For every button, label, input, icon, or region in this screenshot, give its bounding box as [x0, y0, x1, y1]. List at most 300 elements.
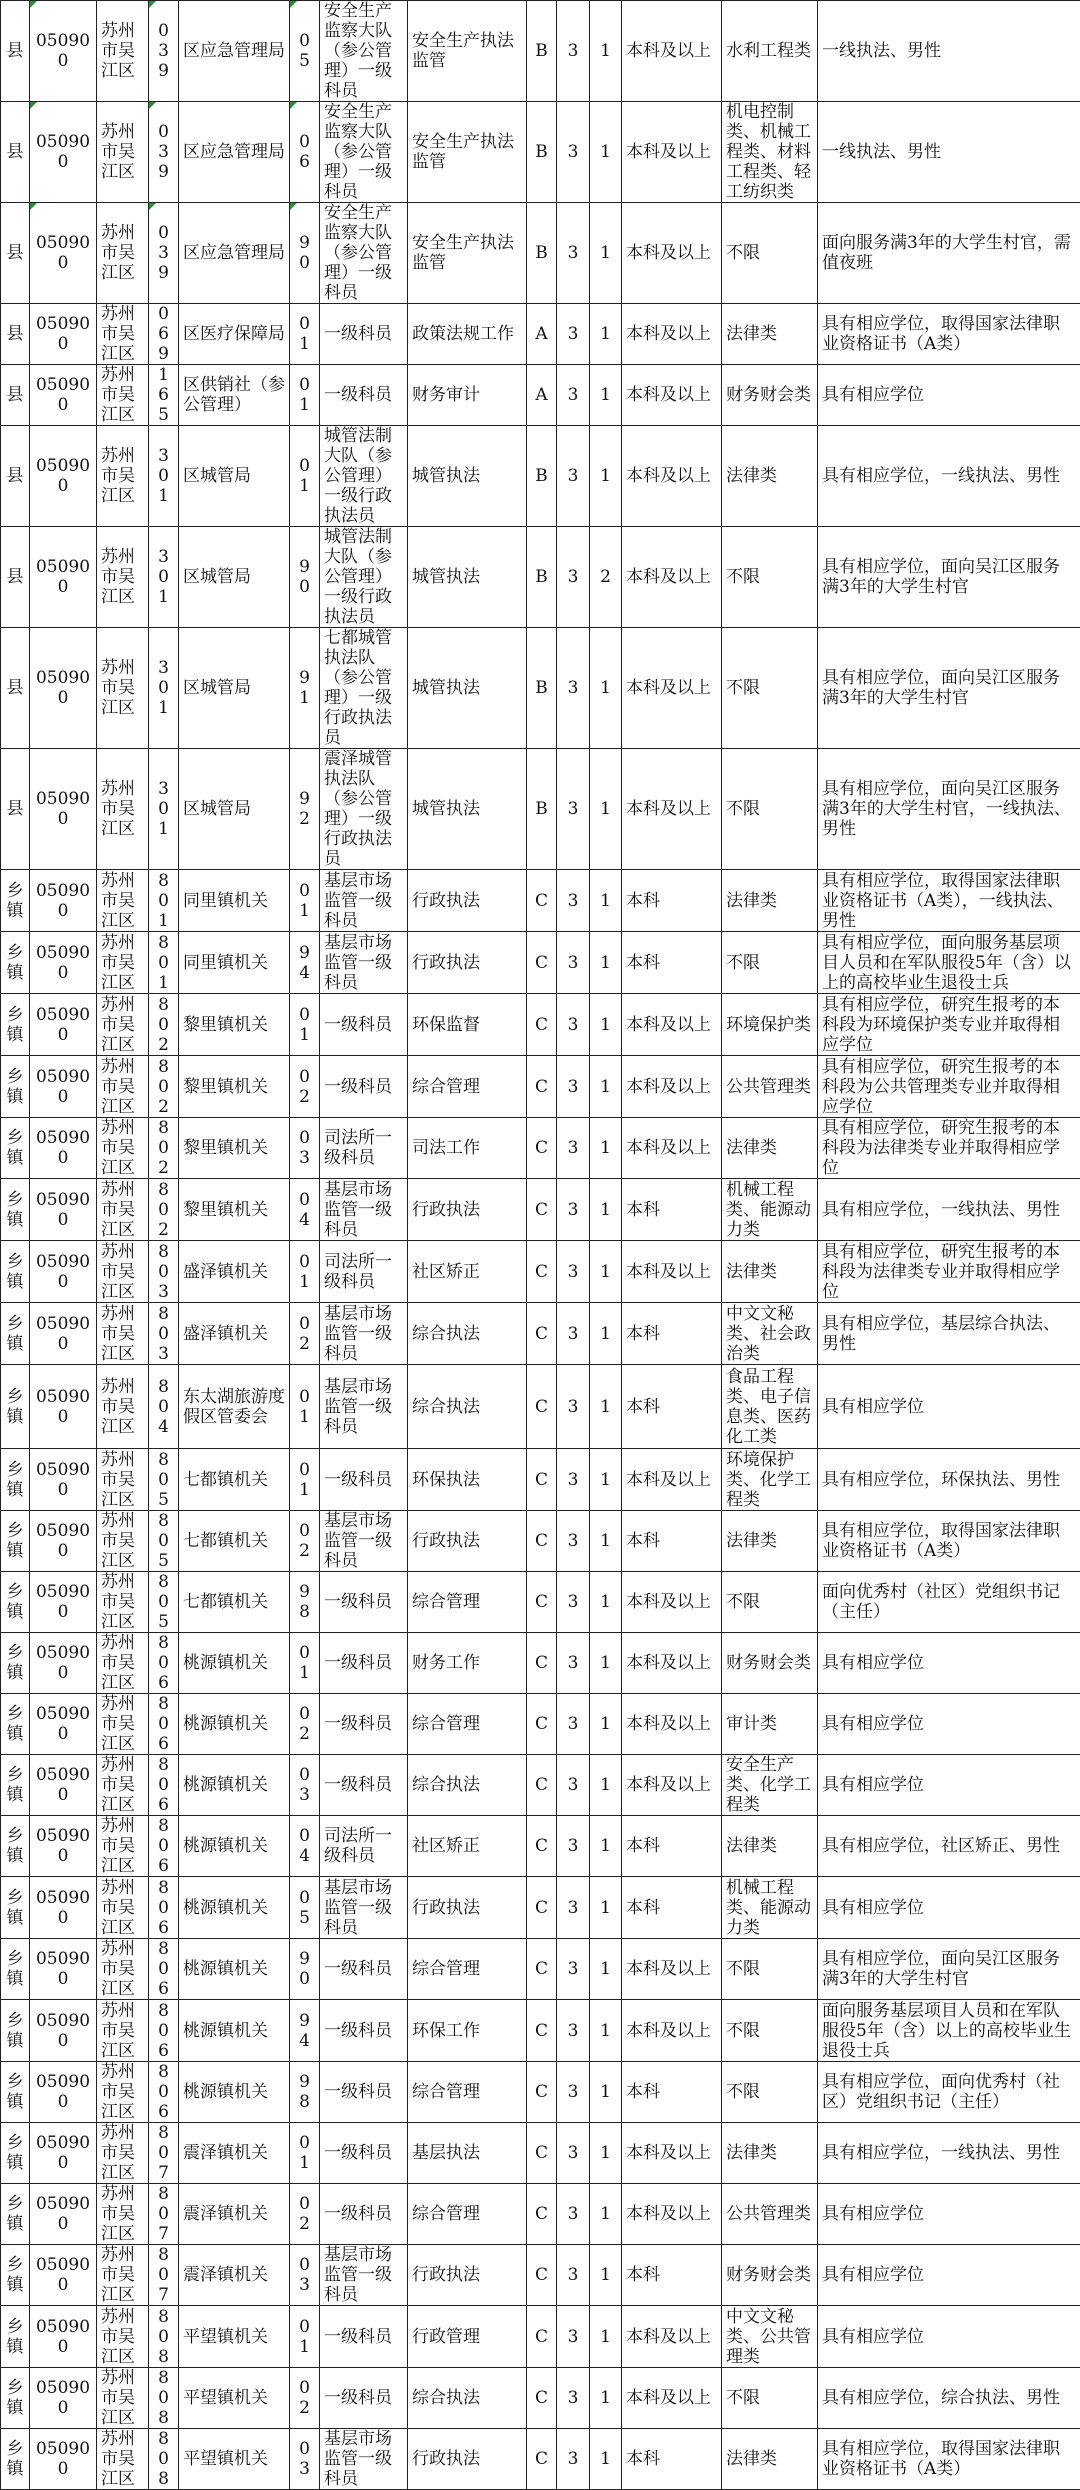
cell-text: 法律类 — [726, 891, 777, 911]
cell-post-duty — [408, 2000, 527, 2062]
cell-code — [30, 2368, 97, 2429]
cell-code — [30, 1056, 97, 1118]
cell-text: B — [535, 466, 548, 486]
cell-count — [590, 2306, 622, 2368]
cell-text: 乡镇 — [7, 943, 24, 983]
cell-text: 苏州市吴江区 — [101, 1377, 135, 1437]
cell-level — [1, 2062, 30, 2123]
cell-text: A — [535, 385, 547, 405]
cell-major — [722, 203, 818, 304]
cell-count — [590, 1939, 622, 2000]
cell-text: 综合管理 — [412, 1077, 480, 1097]
table-row — [1, 2062, 1080, 2123]
cell-department — [179, 2306, 290, 2368]
cell-text: 3 — [568, 41, 579, 61]
cell-text: 3 — [568, 1077, 579, 1097]
cell-count — [590, 1572, 622, 1633]
cell-text: 环境保护类、化学工程类 — [726, 1450, 811, 1510]
cell-post-name — [320, 2123, 408, 2184]
cell-major — [722, 2429, 818, 2490]
cell-text: 805 — [158, 1450, 169, 1510]
cell-code — [30, 365, 97, 426]
cell-major — [722, 1694, 818, 1755]
cell-text: 一级科员 — [324, 1714, 392, 1734]
table-row — [1, 1694, 1080, 1755]
cell-text: 本科及以上 — [626, 385, 711, 405]
cell-category — [527, 1118, 557, 1179]
cell-text: 本科 — [626, 2082, 660, 2102]
cell-text: 县 — [7, 385, 24, 405]
cell-post-code — [290, 1241, 320, 1303]
cell-dept-code — [149, 1511, 179, 1572]
cell-requirements — [818, 628, 1080, 749]
cell-post-name — [320, 2062, 408, 2123]
cell-text: C — [535, 1592, 548, 1612]
cell-text: 2 — [600, 567, 611, 587]
cell-requirements — [818, 1694, 1080, 1755]
cell-count — [590, 2062, 622, 2123]
cell-text: 不限 — [726, 799, 760, 819]
cell-text: 050900 — [36, 2133, 90, 2173]
cell-department — [179, 749, 290, 870]
cell-text: 本科及以上 — [626, 1959, 711, 1979]
cell-text: 城管执法 — [412, 466, 480, 486]
cell-department — [179, 870, 290, 932]
cell-text: 苏州市吴江区 — [101, 1816, 135, 1876]
cell-level — [1, 1939, 30, 2000]
cell-text: 司法工作 — [412, 1138, 480, 1158]
cell-text: 050900 — [36, 2439, 90, 2479]
cell-text: 050900 — [36, 1314, 90, 1354]
cell-major — [722, 1, 818, 102]
cell-text: 基层市场监管一级科员 — [324, 2245, 392, 2305]
cell-region — [97, 1816, 149, 1877]
cell-text: 一线执法、男性 — [822, 142, 941, 162]
cell-text: 行政执法 — [412, 1200, 480, 1220]
cell-post-code — [290, 1633, 320, 1694]
cell-code — [30, 1877, 97, 1939]
cell-text: 财务财会类 — [726, 385, 811, 405]
cell-region — [97, 102, 149, 203]
cell-marker-icon — [30, 203, 37, 210]
cell-requirements — [818, 1365, 1080, 1449]
cell-region — [97, 1303, 149, 1365]
cell-text: 301 — [158, 779, 169, 839]
cell-level — [1, 2429, 30, 2490]
table-row — [1, 749, 1080, 870]
cell-text: 94 — [299, 2011, 310, 2051]
cell-dept-code — [149, 203, 179, 304]
cell-text: 具有相应学位，一线执法、男性 — [822, 466, 1060, 486]
cell-education — [622, 749, 722, 870]
cell-text: 苏州市吴江区 — [101, 1118, 135, 1178]
cell-text: 050900 — [36, 1582, 90, 1622]
cell-post-duty — [408, 1449, 527, 1511]
cell-category — [527, 749, 557, 870]
cell-text: 039 — [158, 122, 169, 182]
cell-category — [527, 304, 557, 365]
cell-requirements — [818, 1449, 1080, 1511]
cell-text: 行政执法 — [412, 1531, 480, 1551]
cell-major — [722, 628, 818, 749]
table-row — [1, 2245, 1080, 2306]
cell-post-name — [320, 527, 408, 628]
cell-region — [97, 1877, 149, 1939]
cell-text: 法律类 — [726, 2449, 777, 2469]
cell-text: 01 — [299, 1643, 310, 1683]
cell-text: 050900 — [36, 1765, 90, 1805]
cell-text: 具有相应学位，取得国家法律职业资格证书（A类） — [822, 2439, 1060, 2479]
cell-education — [622, 2000, 722, 2062]
cell-category — [527, 2368, 557, 2429]
cell-requirements — [818, 994, 1080, 1056]
cell-text: 本科及以上 — [626, 2204, 711, 2224]
cell-education — [622, 994, 722, 1056]
cell-text: 301 — [158, 658, 169, 718]
cell-post-code — [290, 426, 320, 527]
cell-text: 城管执法 — [412, 567, 480, 587]
cell-category — [527, 932, 557, 994]
cell-text: 050900 — [36, 2194, 90, 2234]
cell-text: 801 — [158, 871, 169, 931]
cell-count — [590, 749, 622, 870]
cell-dept-code — [149, 1118, 179, 1179]
cell-text: 本科及以上 — [626, 1262, 711, 1282]
cell-text: 03 — [299, 2255, 310, 2295]
table-row — [1, 2000, 1080, 2062]
cell-text: B — [535, 678, 548, 698]
cell-text: 乡镇 — [7, 1314, 24, 1354]
cell-post-name — [320, 1056, 408, 1118]
cell-code — [30, 102, 97, 203]
cell-post-name — [320, 1118, 408, 1179]
cell-text: 3 — [568, 1531, 579, 1551]
cell-text: 本科及以上 — [626, 324, 711, 344]
cell-text: 04 — [299, 1826, 310, 1866]
cell-region — [97, 870, 149, 932]
cell-education — [622, 628, 722, 749]
cell-text: 3 — [568, 1015, 579, 1035]
cell-category — [527, 1449, 557, 1511]
cell-dept-code — [149, 1572, 179, 1633]
cell-text: 本科及以上 — [626, 1775, 711, 1795]
cell-post-duty — [408, 628, 527, 749]
cell-post-duty — [408, 1939, 527, 2000]
cell-text: 一级科员 — [324, 324, 392, 344]
cell-text: 050900 — [36, 2072, 90, 2112]
cell-text: 90 — [299, 233, 310, 273]
cell-text: 801 — [158, 933, 169, 993]
cell-text: 不限 — [726, 243, 760, 263]
cell-post-duty — [408, 1179, 527, 1241]
cell-major — [722, 2306, 818, 2368]
cell-dept-code — [149, 870, 179, 932]
cell-major — [722, 2123, 818, 2184]
cell-level — [1, 2306, 30, 2368]
cell-text: 3 — [568, 1262, 579, 1282]
cell-count — [590, 102, 622, 203]
cell-text: 苏州市吴江区 — [101, 2429, 135, 2489]
cell-text: C — [535, 1714, 548, 1734]
cell-text: 806 — [158, 1816, 169, 1876]
cell-region — [97, 1056, 149, 1118]
cell-text: 盛泽镇机关 — [183, 1262, 268, 1282]
cell-text: 069 — [158, 304, 169, 364]
cell-department — [179, 2368, 290, 2429]
cell-dept-code — [149, 527, 179, 628]
cell-category — [527, 2429, 557, 2490]
cell-post-duty — [408, 2306, 527, 2368]
cell-text: B — [535, 799, 548, 819]
cell-level — [1, 2245, 30, 2306]
cell-department — [179, 1056, 290, 1118]
cell-post-code — [290, 203, 320, 304]
cell-ratio — [557, 2368, 590, 2429]
cell-text: 乡镇 — [7, 1005, 24, 1045]
cell-text: 802 — [158, 1118, 169, 1178]
cell-text: 震泽城管执法队（参公管理）一级行政执法员 — [324, 749, 392, 869]
cell-dept-code — [149, 365, 179, 426]
cell-post-duty — [408, 1241, 527, 1303]
cell-post-code — [290, 870, 320, 932]
cell-post-name — [320, 1511, 408, 1572]
cell-education — [622, 203, 722, 304]
cell-text: 中文文秘类、公共管理类 — [726, 2307, 811, 2367]
cell-department — [179, 1303, 290, 1365]
cell-text: 七都城管执法队（参公管理）一级行政执法员 — [324, 628, 392, 748]
cell-text: 县 — [7, 41, 24, 61]
cell-education — [622, 1179, 722, 1241]
cell-text: 综合执法 — [412, 1324, 480, 1344]
cell-post-code — [290, 1303, 320, 1365]
cell-count — [590, 2123, 622, 2184]
cell-marker-icon — [30, 1, 37, 8]
cell-code — [30, 1118, 97, 1179]
cell-text: C — [535, 2082, 548, 2102]
cell-requirements — [818, 1877, 1080, 1939]
cell-text: B — [535, 142, 548, 162]
table-row — [1, 1939, 1080, 2000]
cell-text: 807 — [158, 2245, 169, 2305]
cell-text: 807 — [158, 2123, 169, 2183]
cell-level — [1, 1694, 30, 1755]
cell-code — [30, 1755, 97, 1816]
cell-text: 050900 — [36, 1521, 90, 1561]
table-row — [1, 1755, 1080, 1816]
cell-education — [622, 2245, 722, 2306]
cell-text: 1 — [600, 1015, 611, 1035]
cell-post-duty — [408, 1056, 527, 1118]
cell-text: C — [535, 2204, 548, 2224]
cell-level — [1, 1179, 30, 1241]
cell-text: 02 — [299, 2194, 310, 2234]
cell-text: 县 — [7, 142, 24, 162]
cell-dept-code — [149, 2062, 179, 2123]
cell-text: 区供销社（参公管理） — [183, 375, 285, 415]
cell-ratio — [557, 2245, 590, 2306]
cell-requirements — [818, 1179, 1080, 1241]
cell-dept-code — [149, 1877, 179, 1939]
cell-post-name — [320, 1449, 408, 1511]
cell-text: 3 — [568, 567, 579, 587]
cell-post-duty — [408, 1755, 527, 1816]
cell-text: 安全生产监察大队（参公管理）一级科员 — [324, 102, 392, 202]
cell-text: 不限 — [726, 567, 760, 587]
cell-code — [30, 932, 97, 994]
cell-requirements — [818, 1511, 1080, 1572]
cell-level — [1, 527, 30, 628]
cell-department — [179, 2245, 290, 2306]
cell-text: 1 — [600, 1714, 611, 1734]
cell-text: 1 — [600, 1592, 611, 1612]
cell-text: 审计类 — [726, 1714, 777, 1734]
cell-ratio — [557, 628, 590, 749]
cell-ratio — [557, 1241, 590, 1303]
cell-post-name — [320, 102, 408, 203]
cell-education — [622, 2429, 722, 2490]
cell-text: 具有相应学位，综合执法、男性 — [822, 2388, 1060, 2408]
cell-department — [179, 1939, 290, 2000]
cell-post-name — [320, 628, 408, 749]
cell-text: 苏州市吴江区 — [101, 223, 135, 283]
cell-text: 01 — [299, 1252, 310, 1292]
cell-text: 桃源镇机关 — [183, 1775, 268, 1795]
cell-text: 802 — [158, 1180, 169, 1240]
cell-text: 司法所一级科员 — [324, 1128, 392, 1168]
cell-category — [527, 102, 557, 203]
cell-text: C — [535, 1015, 548, 1035]
cell-text: 苏州市吴江区 — [101, 2245, 135, 2305]
cell-region — [97, 1179, 149, 1241]
cell-text: 一级科员 — [324, 2204, 392, 2224]
cell-text: C — [535, 2449, 548, 2469]
cell-text: 本科及以上 — [626, 1470, 711, 1490]
cell-ratio — [557, 1118, 590, 1179]
cell-post-code — [290, 932, 320, 994]
cell-text: 1 — [600, 2021, 611, 2041]
cell-text: 不限 — [726, 953, 760, 973]
cell-text: 050900 — [36, 789, 90, 829]
cell-category — [527, 1511, 557, 1572]
cell-post-duty — [408, 2184, 527, 2245]
cell-text: 桃源镇机关 — [183, 1836, 268, 1856]
cell-text: 3 — [568, 1775, 579, 1795]
cell-major — [722, 994, 818, 1056]
cell-text: 平望镇机关 — [183, 2327, 268, 2347]
cell-level — [1, 2000, 30, 2062]
cell-department — [179, 203, 290, 304]
cell-text: 3 — [568, 678, 579, 698]
cell-text: C — [535, 891, 548, 911]
cell-region — [97, 1365, 149, 1449]
cell-department — [179, 304, 290, 365]
table-row — [1, 994, 1080, 1056]
cell-text: 98 — [299, 2072, 310, 2112]
cell-text: 3 — [568, 1138, 579, 1158]
cell-department — [179, 102, 290, 203]
cell-requirements — [818, 2245, 1080, 2306]
cell-count — [590, 2000, 622, 2062]
cell-level — [1, 203, 30, 304]
cell-text: 桃源镇机关 — [183, 1653, 268, 1673]
cell-text: 具有相应学位，一线执法、男性 — [822, 2143, 1060, 2163]
cell-major — [722, 1179, 818, 1241]
cell-text: 桃源镇机关 — [183, 1898, 268, 1918]
cell-text: 基层市场监管一级科员 — [324, 1878, 392, 1938]
cell-text: 中文文秘类、社会政治类 — [726, 1304, 811, 1364]
cell-post-name — [320, 2368, 408, 2429]
cell-text: 本科 — [626, 2265, 660, 2285]
cell-text: 乡镇 — [7, 1765, 24, 1805]
cell-dept-code — [149, 2000, 179, 2062]
cell-text: 03 — [299, 1128, 310, 1168]
cell-text: 050900 — [36, 1888, 90, 1928]
cell-count — [590, 1633, 622, 1694]
cell-text: 02 — [299, 2378, 310, 2418]
cell-education — [622, 365, 722, 426]
cell-post-duty — [408, 1303, 527, 1365]
cell-text: 具有相应学位 — [822, 2204, 924, 2224]
table-row — [1, 1241, 1080, 1303]
cell-text: 具有相应学位 — [822, 385, 924, 405]
cell-major — [722, 2184, 818, 2245]
cell-department — [179, 2062, 290, 2123]
cell-post-duty — [408, 870, 527, 932]
cell-text: C — [535, 1397, 548, 1417]
cell-requirements — [818, 749, 1080, 870]
cell-department — [179, 1179, 290, 1241]
cell-text: 050900 — [36, 375, 90, 415]
cell-text: 黎里镇机关 — [183, 1200, 268, 1220]
cell-post-code — [290, 1179, 320, 1241]
cell-text: 802 — [158, 1057, 169, 1117]
cell-text: 苏州市吴江区 — [101, 1057, 135, 1117]
cell-ratio — [557, 870, 590, 932]
cell-requirements — [818, 2000, 1080, 2062]
cell-education — [622, 2306, 722, 2368]
cell-text: 安全生产执法监管 — [412, 31, 514, 71]
cell-requirements — [818, 870, 1080, 932]
cell-category — [527, 994, 557, 1056]
cell-department — [179, 426, 290, 527]
cell-category — [527, 426, 557, 527]
cell-text: 050900 — [36, 132, 90, 172]
cell-department — [179, 628, 290, 749]
cell-count — [590, 870, 622, 932]
cell-text: 本科及以上 — [626, 243, 711, 263]
cell-education — [622, 304, 722, 365]
cell-text: 环保执法 — [412, 1470, 480, 1490]
cell-text: 黎里镇机关 — [183, 1015, 268, 1035]
cell-marker-icon — [149, 102, 156, 109]
table-row — [1, 102, 1080, 203]
cell-post-name — [320, 1303, 408, 1365]
cell-code — [30, 304, 97, 365]
cell-post-name — [320, 1816, 408, 1877]
table-row — [1, 304, 1080, 365]
cell-text: 805 — [158, 1511, 169, 1571]
cell-marker-icon — [30, 102, 37, 109]
table-row — [1, 1877, 1080, 1939]
cell-text: 1 — [600, 2143, 611, 2163]
cell-text: 法律类 — [726, 1531, 777, 1551]
cell-region — [97, 1755, 149, 1816]
cell-post-code — [290, 1755, 320, 1816]
cell-code — [30, 1939, 97, 2000]
cell-text: 综合执法 — [412, 2388, 480, 2408]
cell-text: 苏州市吴江区 — [101, 1939, 135, 1999]
cell-count — [590, 1241, 622, 1303]
